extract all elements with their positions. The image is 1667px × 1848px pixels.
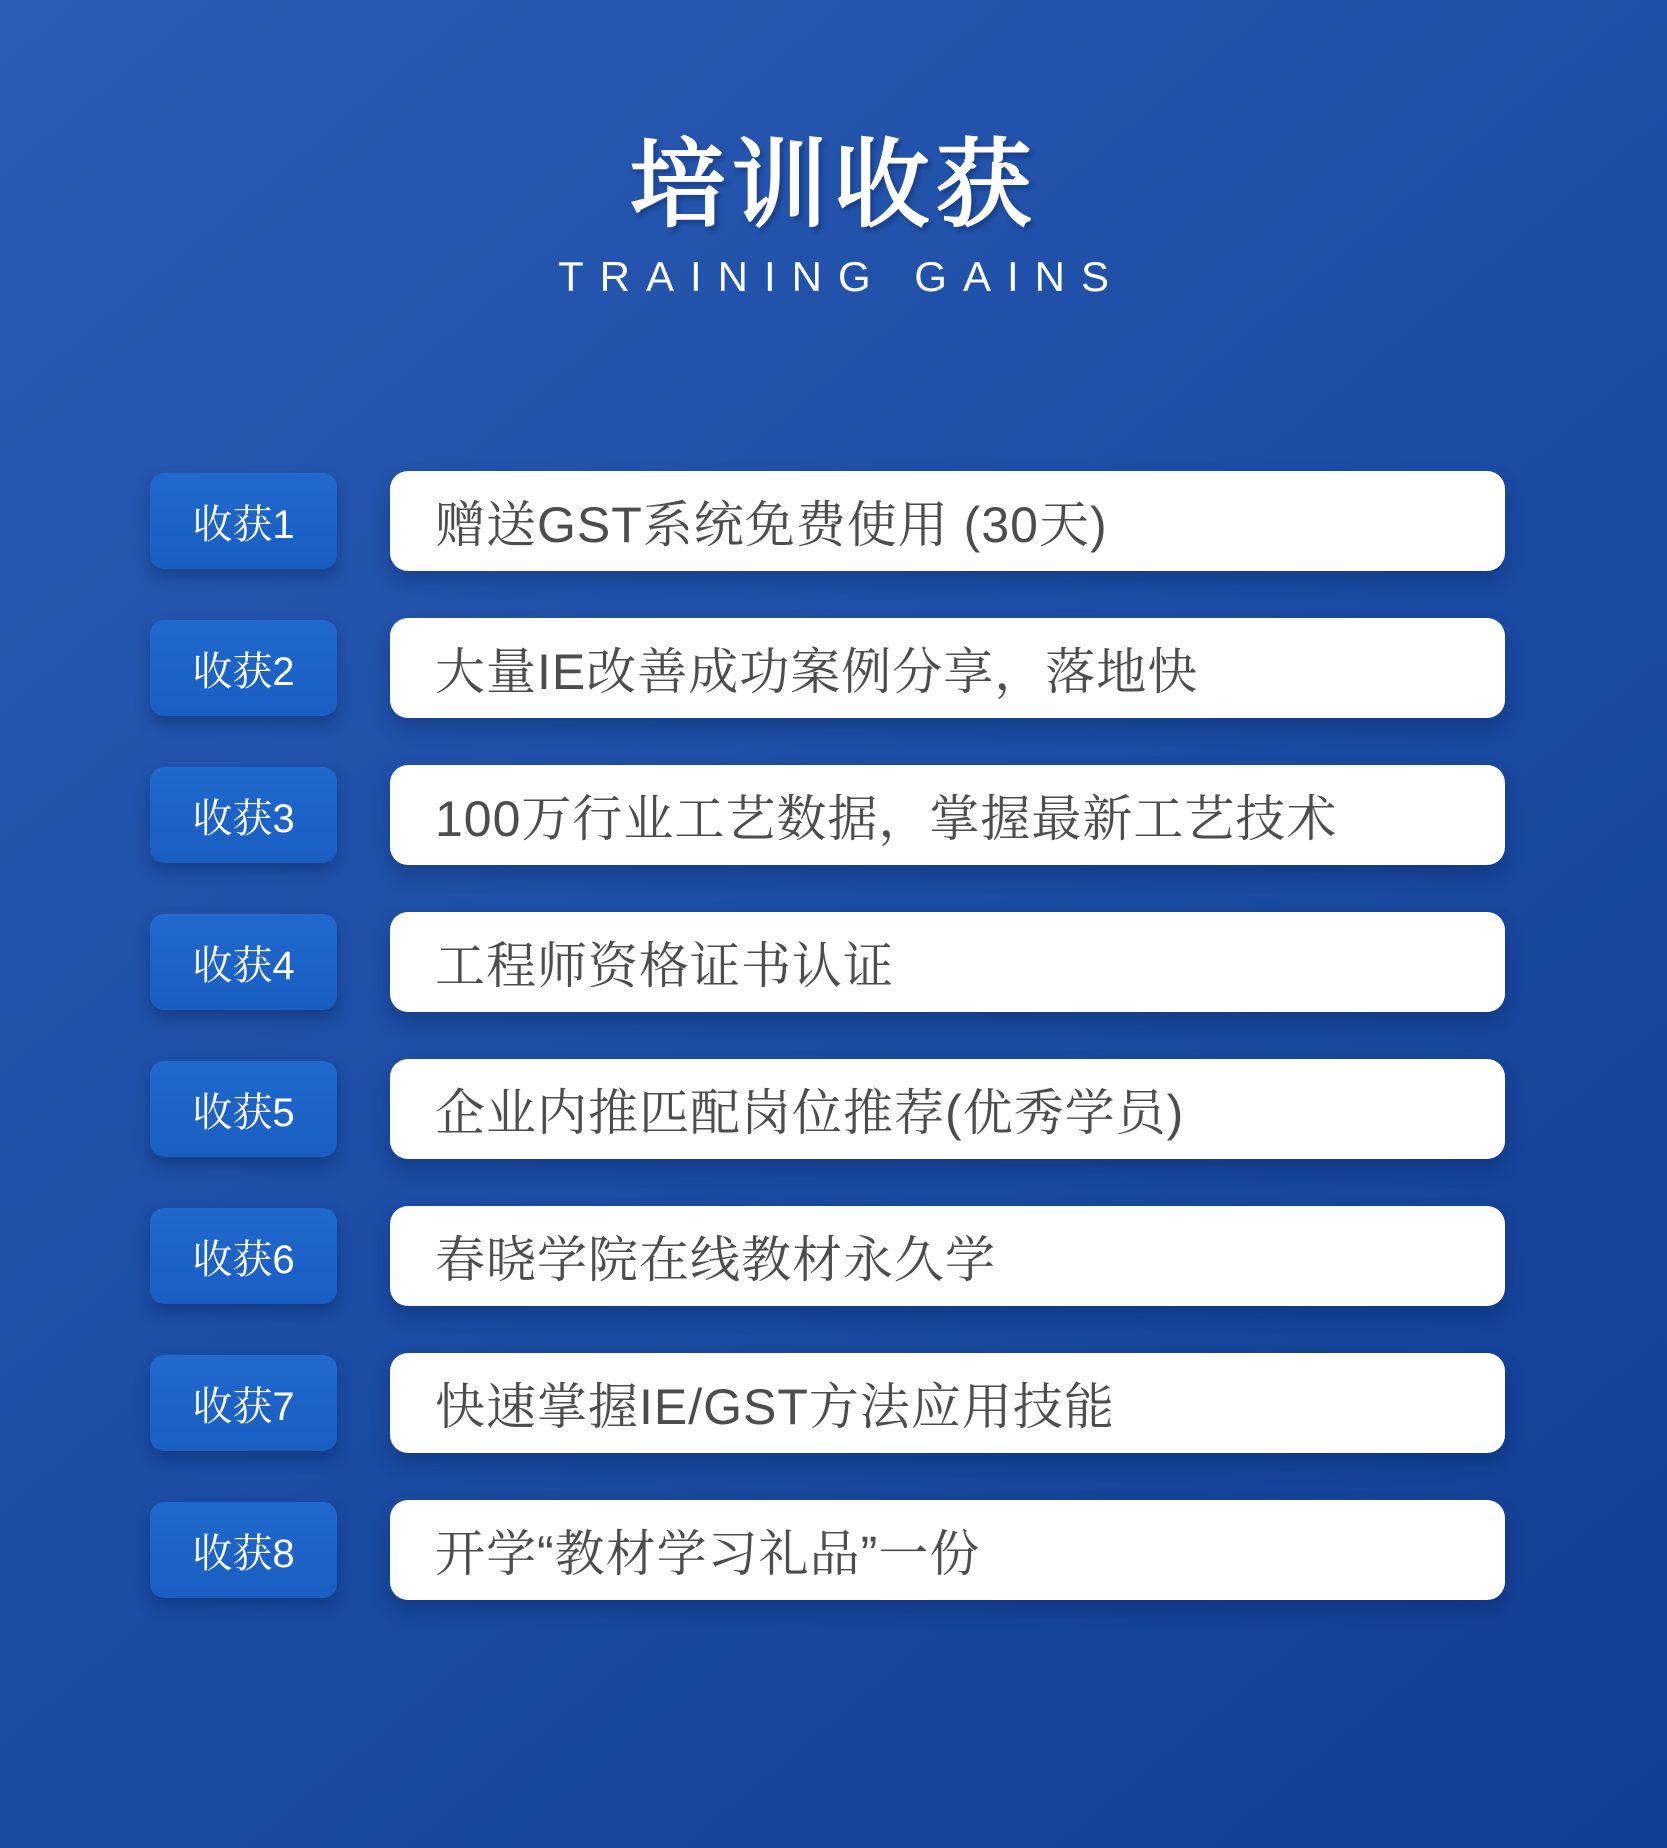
gain-text: 企业内推匹配岗位推荐(优秀学员) [435,1085,1185,1141]
gain-card [390,618,1505,718]
gain-row [150,618,1667,718]
gain-text: 春晓学院在线教材永久学 [435,1232,996,1288]
gain-text: 快速掌握IE/GST方法应用技能 [435,1379,1115,1435]
gain-label-badge [150,1061,337,1157]
gain-row [150,912,1667,1012]
gain-label-badge [150,620,337,716]
gain-card [390,1353,1505,1453]
gain-label-badge [150,1355,337,1451]
gain-row [150,1500,1667,1600]
gain-row [150,1206,1667,1306]
gain-text: 工程师资格证书认证 [435,938,894,994]
header [0,0,1667,298]
gain-card [390,1206,1505,1306]
gain-label: 收获8 [192,1531,295,1576]
gain-text: 100万行业工艺数据，掌握最新工艺技术 [435,791,1338,847]
gains-list [0,471,1667,1600]
gain-label-badge [150,767,337,863]
gain-card [390,1500,1505,1600]
gain-card [390,471,1505,571]
gain-label: 收获7 [192,1384,295,1429]
gain-label-badge [150,914,337,1010]
gain-label: 收获4 [192,943,295,988]
gain-row [150,765,1667,865]
page-title: 培训收获 [629,132,1038,239]
gain-label: 收获1 [192,502,295,547]
gain-card [390,765,1505,865]
gain-row [150,471,1667,571]
gain-label: 收获5 [192,1090,295,1135]
gain-label: 收获6 [192,1237,295,1282]
gain-card [390,1059,1505,1159]
gain-label-badge [150,1502,337,1598]
gain-text: 大量IE改善成功案例分享，落地快 [435,644,1199,700]
gain-label-badge [150,1208,337,1304]
gain-text: 赠送GST系统免费使用 (30天) [435,497,1108,553]
gain-row [150,1353,1667,1453]
gain-row [150,1059,1667,1159]
gain-label-badge [150,473,337,569]
gain-label: 收获3 [192,796,295,841]
gain-label: 收获2 [192,649,295,694]
page-subtitle: TRAINING GAINS [557,253,1126,300]
gain-text: 开学“教材学习礼品”一份 [435,1526,981,1582]
gain-card [390,912,1505,1012]
